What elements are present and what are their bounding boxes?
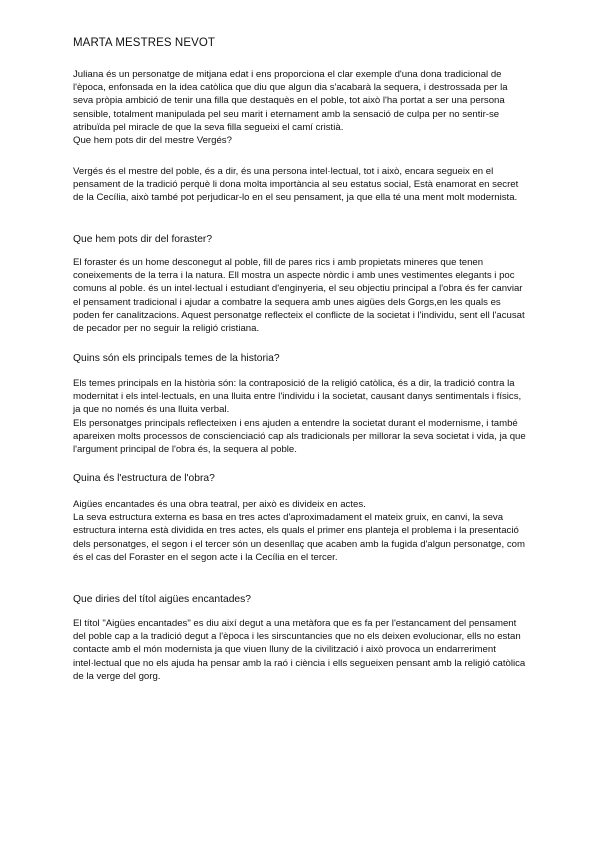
- question-foraster: Que hem pots dir del foraster?: [73, 234, 213, 245]
- question-verges: Que hem pots dir del mestre Vergés?: [73, 135, 232, 147]
- paragraph-temes-text-1: Els temes principals en la història són: la contraposició de la religió catòlica, és a dir, la tradició contra la modernitat i els intel·lectuals, en una lluita entre l'individu i la societat, causant danys sentimentals i físics, ja que no només és una lluita verbal.: [73, 378, 522, 416]
- paragraph-titol-text: El títol "Aigües encantades" es diu així degut a una metàfora que es fa per l'estancament del pensament del poble cap a la tradició degut a l'època i les sirscuntancies que no els deixen evolucionar, ells no estan contacte amb el món modernista ja que viuen lluny de la civilització i això provoca un endarreriment intel·lectual que no els ajuda ha pensar amb la raó i ciència i ells segueixen pensant amb la religió catòlica de la verge del gorg.: [73, 618, 526, 682]
- paragraph-estructura-text-2: La seva estructura externa es basa en tres actes d'aproximadament el mateix gruix, en canvi, la seva estructura interna està dividida en tres actes, els quals el primer ens planteja el problema i la presentació dels personatges, el segon i el tercer són un desenllaç que acaben amb la fugida d'algun personatge, com és el cas del Foraster en el segon acte i la Cecília en el tercer.: [73, 512, 525, 563]
- question-temes: Quins són els principals temes de la historia?: [73, 353, 280, 364]
- paragraph-temes-text-2: Els personatges principals reflecteixen i ens ajuden a entendre la societat durant el modernisme, i també apareixen molts processos de conscienciació cap als tradicionals per millorar la seva societat i vida, ja que l'argument principal de l'obra és, la sequera al poble.: [73, 417, 526, 456]
- question-titol: Que diries del títol aigües encantades?: [73, 594, 252, 605]
- paragraph-foraster: [73, 256, 528, 335]
- paragraph-foraster-text: El foraster és un home desconegut al poble, fill de pares rics i amb propietats mineres que tenen coneixements de la terra i la natura. Ell mostra un aspecte nòrdic i amb unes vestimentes elegants i poc comuns al poble. és un intel·lectual i estudiant d'enginyeria, el seu objectiu principal a l'obra és fer canviar el pensament tradicional i ajudar a combatre la sequera amb unes aigües dels Gorgs,en les quals es poden fer canalitzacions. Aquest personatge reflecteix el conflicte de la societat i l'individu, sent ell l'acusat de pecador per no seguir la religió cristiana.: [73, 257, 525, 335]
- paragraph-verges: [73, 165, 528, 205]
- author-name: MARTA MESTRES NEVOT: [73, 37, 216, 49]
- paragraph-juliana: [73, 68, 528, 147]
- question-estructura: Quina és l'estructura de l'obra?: [73, 473, 215, 484]
- paragraph-verges-text: Vergés és el mestre del poble, és a dir, és una persona intel·lectual, tot i això, encara segueix en el pensament de la tradició perquè li dona molta importància al seu estatus social, Està enamorat en secret de la Cecília, això també pot perjudicar-lo en el seu pensament, ja que ella té una ment molt modernista.: [73, 166, 519, 204]
- paragraph-temes: [73, 377, 528, 456]
- paragraph-estructura-text-1: Aigües encantades és una obra teatral, per això es divideix en actes.: [73, 499, 366, 510]
- paragraph-estructura: [73, 498, 528, 564]
- paragraph-titol: [73, 617, 528, 683]
- paragraph-juliana-text: Juliana és un personatge de mitjana edat i ens proporciona el clar exemple d'una dona tradicional de l'època, enfonsada en la idea catòlica que diu que algun dia s'acabarà la sequera, i destrossada per la seva pròpia ambició de tenir una filla que destaquès en el poble, tot això l'ha portat a ser una persona sensible, totalment manipulada pel seu marit i eternament amb la sensació de culpa per no sentir-se atribuïda pel miracle de que la seva filla segueixi el camí cristià.: [73, 69, 508, 133]
